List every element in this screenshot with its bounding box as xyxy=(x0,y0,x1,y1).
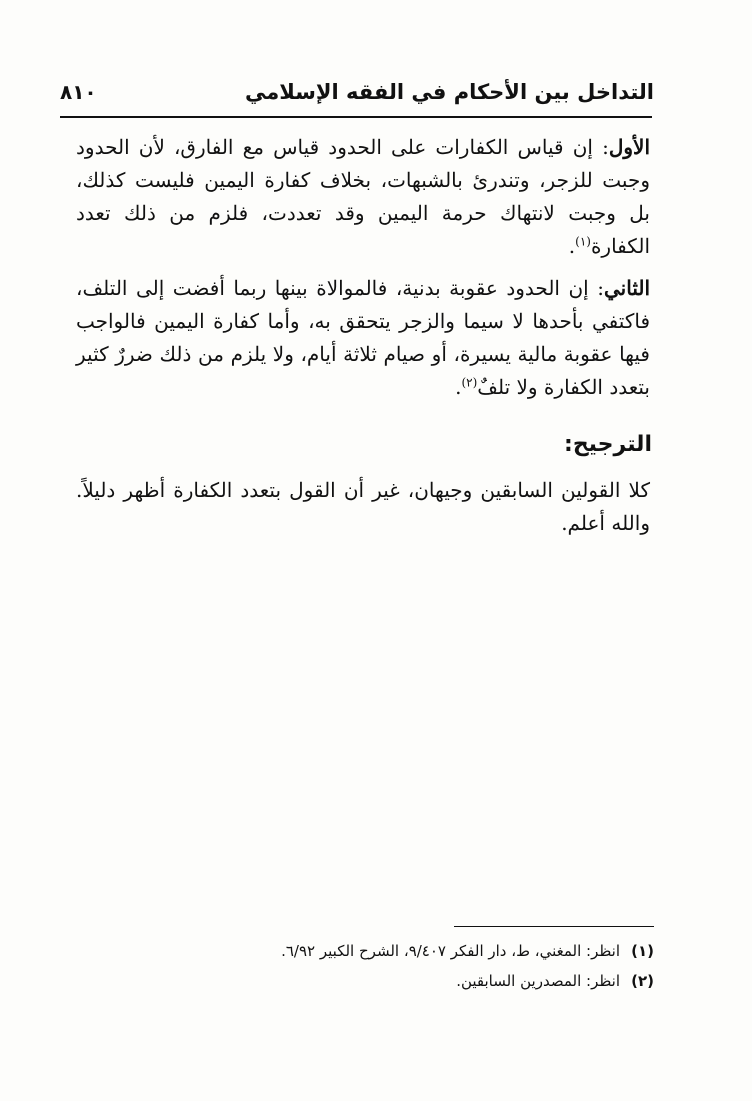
page-number: ٨١٠ xyxy=(60,80,97,104)
footnote-number: (١) xyxy=(631,942,654,960)
footnote-divider xyxy=(454,926,654,927)
footnote-number: (٢) xyxy=(631,972,654,990)
paragraph-lead-word: الثاني xyxy=(603,276,650,300)
paragraph-conclusion: كلا القولين السابقين وجيهان، غير أن القول بتعدد الكفارة أظهر دليلاً. والله أعلم. xyxy=(76,478,650,535)
header-divider xyxy=(60,116,652,118)
footnote-reference[interactable]: (٢) xyxy=(461,375,478,390)
paragraph-end: . xyxy=(455,375,462,399)
paragraph-end: . xyxy=(568,234,576,258)
paragraph-lead-word: الأول xyxy=(608,135,650,159)
section-heading-preponderance: الترجيح: xyxy=(564,432,652,457)
footnote-reference[interactable]: (١) xyxy=(575,234,591,249)
footnotes xyxy=(150,936,654,996)
footnote-item xyxy=(150,966,654,996)
footnote-text: انظر: المصدرين السابقين. xyxy=(456,972,620,990)
paragraph-second-argument xyxy=(76,272,650,404)
running-header xyxy=(60,80,654,116)
running-header-title: التداخل بين الأحكام في الفقه الإسلامي xyxy=(245,80,654,104)
footnote-item xyxy=(150,936,654,966)
footnote-text: انظر: المغني، ط، دار الفكر ٩/٤٠٧، الشرح الكبير ٦/٩٢. xyxy=(281,942,620,960)
paragraph-text: : إن قياس الكفارات على الحدود قياس مع الفارق، لأن الحدود وجبت للزجر، وتندرئ بالشبهات، بخلاف كفارة اليمين فليست كذلك، بل وجبت لانتهاك حرمة اليمين وقد تعددت، فلزم من ذلك تعدد الكفارة xyxy=(76,135,650,258)
paragraph-first-argument xyxy=(76,131,650,263)
paragraph-text: : إن الحدود عقوبة بدنية، فالموالاة بينها ربما أفضت إلى التلف، فاكتفي بأحدها لا سيما والزجر يتحقق به، وأما كفارة اليمين فالواجب فيها عقوبة مالية يسيرة، أو صيام ثلاثة أيام، ولا يلزم من ذلك ضررٌ كثير بتعدد الكفارة ولا تلفٌ xyxy=(76,276,650,399)
